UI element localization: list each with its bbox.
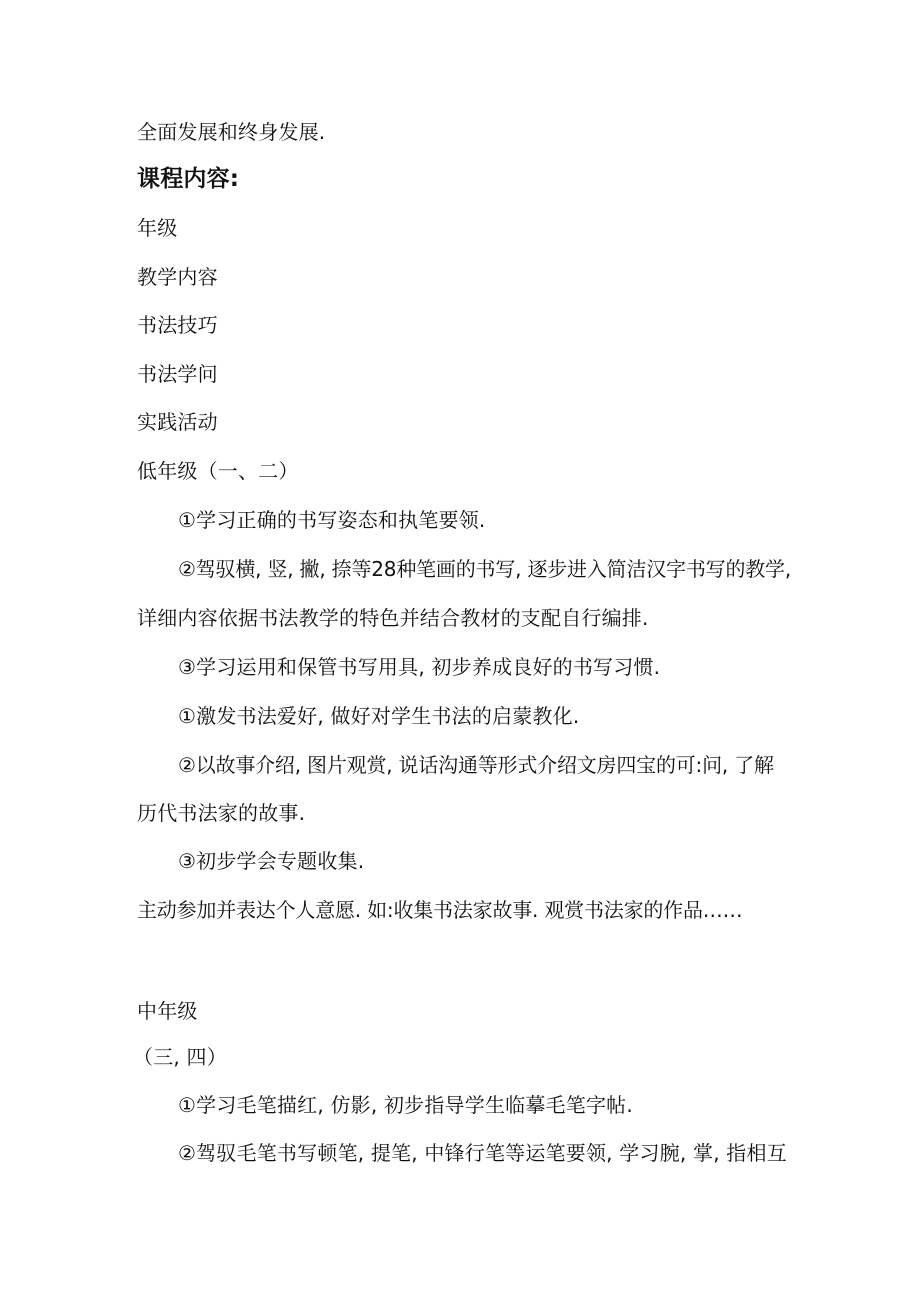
list-item-middle-skill-1: ①学习毛笔描红, 仿影, 初步指导学生临摹毛笔字帖. [178, 1093, 633, 1117]
list-item-low-knowledge-1: ①激发书法爱好, 做好对学生书法的启蒙教化. [178, 704, 580, 728]
grade-range-middle: （三, 四） [133, 1045, 227, 1069]
list-item-low-knowledge-2-cont: 历代书法家的故事. [137, 801, 306, 825]
list-item-low-knowledge-3: ③初步学会专题收集. [178, 849, 365, 873]
list-item-middle-skill-2: ②驾驭毛笔书写顿笔, 提笔, 中锋行笔等运笔要领, 学习腕, 掌, 指相互 [178, 1141, 787, 1165]
text-line-continuation: 全面发展和终身发展. [137, 120, 326, 144]
list-item-low-skill-2: ②驾驭横, 竖, 撇, 捺等28种笔画的书写, 逐步进入简洁汉字书写的教学, [178, 557, 791, 581]
grade-heading-middle: 中年级 [137, 999, 198, 1023]
label-calligraphy-knowledge: 书法学问 [137, 362, 218, 386]
list-item-low-skill-1: ①学习正确的书写姿态和执笔要领. [178, 508, 486, 532]
text-low-practice: 主动参加并表达个人意愿. 如:收集书法家故事. 观赏书法家的作品…… [137, 898, 743, 922]
label-teaching-content: 教学内容 [137, 265, 218, 289]
section-heading-course-content: 课程内容: [137, 166, 240, 192]
list-item-low-knowledge-2: ②以故事介绍, 图片观赏, 说话沟通等形式介绍文房四宝的可:问, 了解 [178, 753, 774, 777]
grade-heading-low: 低年级（一、二） [137, 459, 299, 483]
list-item-low-skill-2-cont: 详细内容依据书法教学的特色并结合教材的支配自行编排. [137, 606, 649, 630]
list-item-low-skill-3: ③学习运用和保管书写用具, 初步养成良好的书写习惯. [178, 655, 661, 679]
label-calligraphy-skills: 书法技巧 [137, 313, 218, 337]
label-grade: 年级 [137, 216, 178, 240]
label-practice-activities: 实践活动 [137, 410, 218, 434]
